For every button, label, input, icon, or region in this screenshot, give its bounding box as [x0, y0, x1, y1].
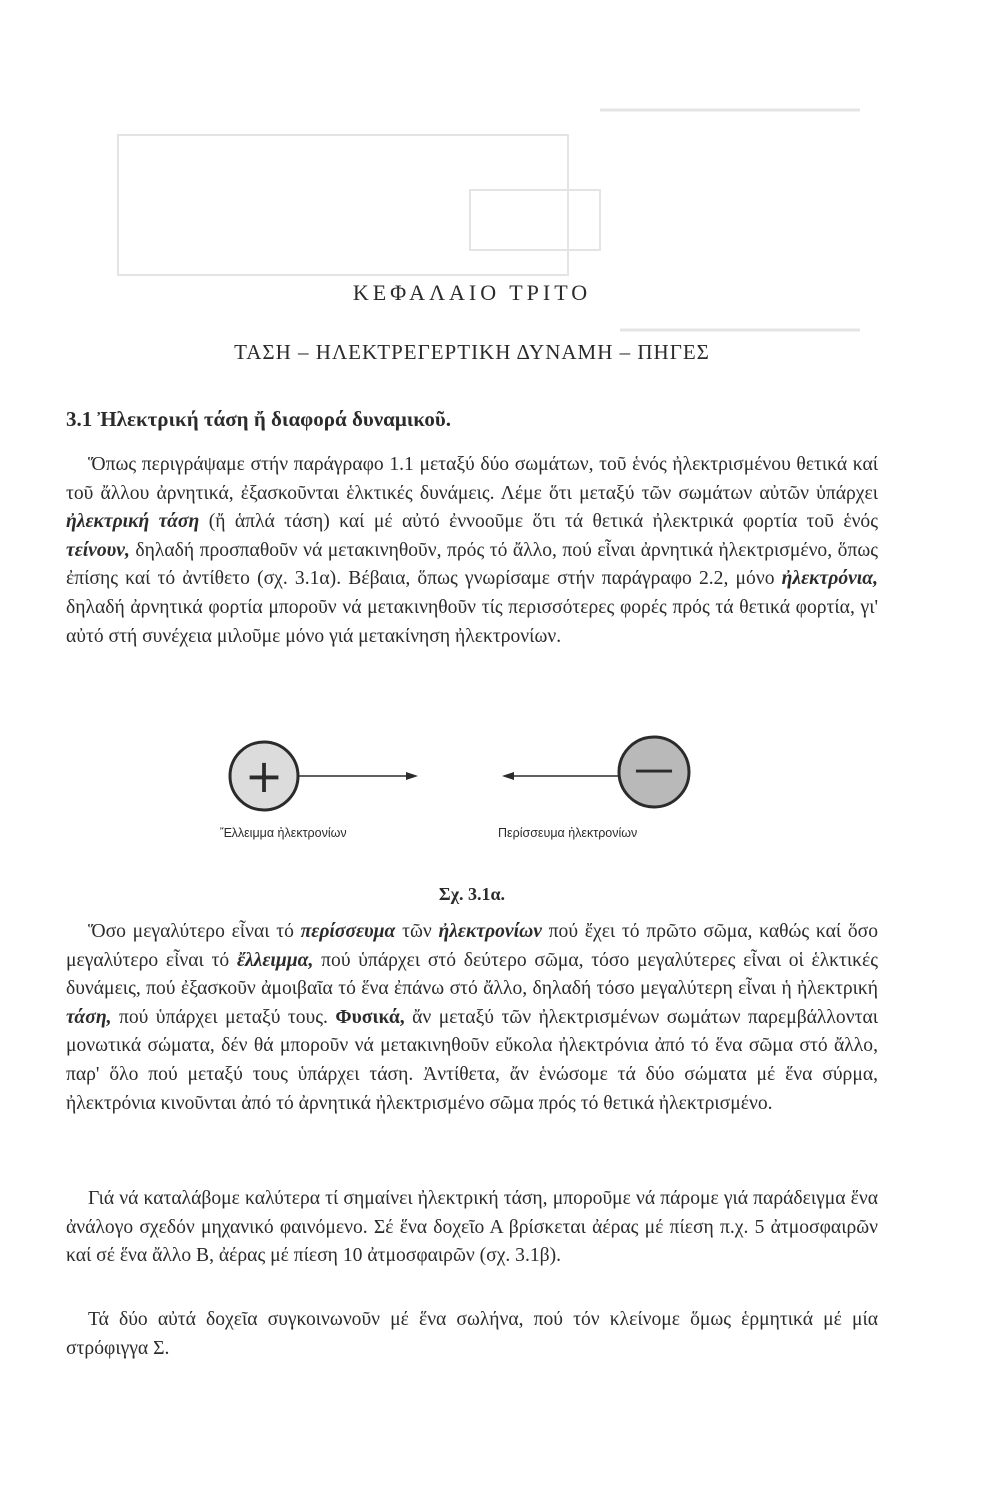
emphasis-term: περίσσευμα [300, 921, 396, 942]
emphasis-term: τείνουν, [66, 539, 130, 561]
emphasis-term: ἠλεκτρική τάση [66, 511, 200, 533]
figure-label-deficit: Ἔλλειμμα ἠλεκτρονίων [220, 826, 347, 840]
emphasis-term: ἠλεκτρονίων [438, 921, 542, 942]
text-run: τῶν [395, 921, 439, 942]
text-run: δηλαδή προσπαθοῦν νά μετακινηθοῦν, πρός τό ἄλλο, πού εἶναι ἀρνητικά ἠλεκτρισμένο, ὅπως ἐπίσης καί τό ἀντίθετο (σχ. 3.1α). Βέβαια, ὅπως γνωρίσαμε στήν παράγραφο 2.2, μόνο [66, 539, 878, 590]
chapter-title: ΤΑΣΗ – ΗΛΕΚΤΡΕΓΕΡΤΙΚΗ ΔΥΝΑΜΗ – ΠΗΓΕΣ [234, 340, 710, 364]
minus-sign: — [634, 746, 674, 792]
paragraph-1 [66, 451, 878, 651]
text-run: ἄν μεταξύ τῶν ἠλεκτρισμένων σωμάτων παρεμβάλλονται μονωτικά σώματα, δέν θά μποροῦν νά μετακινηθοῦν εὔκολα ἠλεκτρόνια ἀπό τό ἕνα σῶμα στό ἄλλο, παρ' ὅλο πού μεταξύ τους ὑπάρχει τάση. Ἀντίθετα, ἄν ἑνώσομε τά δύο σώματα μέ ἕνα σύρμα, ἠλεκτρόνια κινοῦνται ἀπό τό ἀρνητικά ἠλεκτρισμένο σῶμα πρός τό θετικά ἠλεκτρισμένο. [66, 1006, 878, 1114]
text-run: πού ἔχει τό πρῶτο σῶμα, καθώς καί ὅσο μεγαλύτερο εἶναι τό [66, 921, 878, 971]
figure-caption: Σχ. 3.1α. [438, 884, 506, 904]
text-run: πού ὑπάρχει μεταξύ τους. [111, 1006, 336, 1028]
paragraph-4: Τά δύο αὐτά δοχεῖα συγκοινωνοῦν μέ ἕνα σωλήνα, πού τόν κλείνομε ὅμως ἑρμητικά μέ μία στρόφιγγα Σ. [66, 1309, 878, 1359]
figure-3-1a [66, 725, 878, 845]
emphasis-term: ἠλεκτρόνια, [781, 568, 878, 590]
plus-sign: + [244, 749, 284, 803]
section-heading: 3.1 Ἠλεκτρική τάση ἤ διαφορά δυναμικοῦ. [66, 407, 452, 431]
arrow-right-head [406, 772, 418, 780]
chapter-heading: ΚΕΦΑΛΑΙΟ ΤΡΙΤΟ [352, 280, 592, 305]
emphasis-term: Φυσικά, [335, 1006, 405, 1028]
text-run: Ὅσο μεγαλύτερο εἶναι τό [88, 921, 301, 942]
paragraph-3: Γιά νά καταλάβομε καλύτερα τί σημαίνει ἠλεκτρική τάση, μποροῦμε νά πάρομε γιά παράδειγμα ἕνα ἀνάλογο σχεδόν μηχανικό φαινόμενο. Σέ ἕνα δοχεῖο Α βρίσκεται ἀέρας μέ πίεση π.χ. 5 ἀτμοσφαιρῶν καί σέ ἕνα ἄλλο Β, ἀέρας μέ πίεση 10 ἀτμοσφαιρῶν (σχ. 3.1β). [66, 1188, 878, 1267]
emphasis-term: ἔλλειμμα, [236, 949, 314, 971]
figure-label-surplus: Περίσσευμα ἠλεκτρονίων [498, 826, 638, 840]
arrow-left-head [502, 772, 514, 780]
text-run: (ἤ ἁπλά τάση) καί μέ αὐτό ἐννοοῦμε ὅτι τά θετικά ἠλεκτρικά φορτία τοῦ ἑνός [199, 511, 878, 533]
paragraph-2 [66, 918, 878, 1118]
text-run: Ὅπως περιγράψαμε στήν παράγραφο 1.1 μεταξύ δύο σωμάτων, τοῦ ἑνός ἠλεκτρισμένου θετικά καί τοῦ ἄλλου ἀρνητικά, ἐξασκοῦνται ἑλκτικές δυνάμεις. Λέμε ὅτι μεταξύ τῶν σωμάτων αὐτῶν ὑπάρχει [66, 454, 878, 504]
emphasis-term: τάση, [66, 1006, 112, 1028]
text-run: δηλαδή ἀρνητικά φορτία μποροῦν νά μετακινηθοῦν τίς περισσότερες φορές πρός τά θετικά φορτία, γι' αὐτό στή συνέχεια μιλοῦμε μόνο γιά μετακίνηση ἠλεκτρονίων. [66, 596, 878, 647]
text-run: πού ὑπάρχει στό δεύτερο σῶμα, τόσο μεγαλύτερες εἶναι οἱ ἑλκτικές δυνάμεις, πού ἐξασκοῦν ἀμοιβαῖα τό ἕνα ἐπάνω στό ἄλλο, δηλαδή τόσο μεγαλύτερη εἶναι ἡ ἠλεκτρική [66, 949, 878, 1000]
